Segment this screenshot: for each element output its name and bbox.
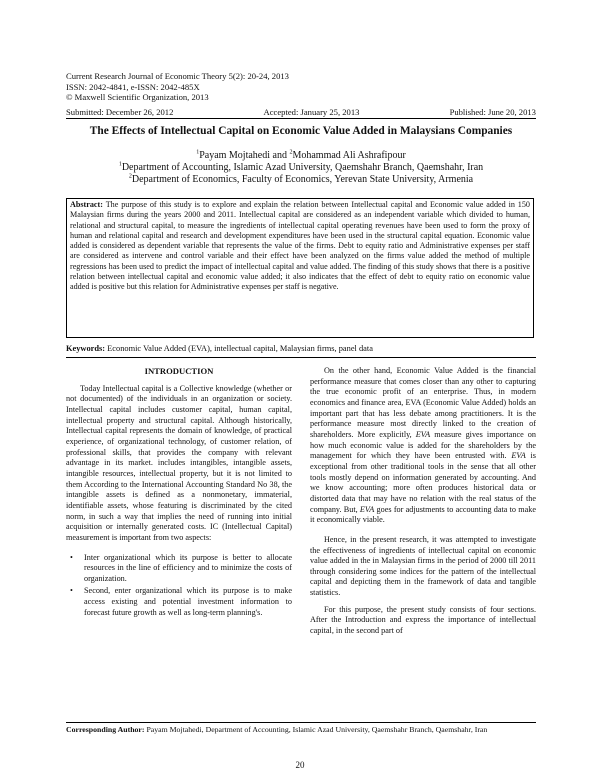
author-names xyxy=(66,150,536,162)
publication-dates xyxy=(66,107,536,117)
journal-info xyxy=(66,71,536,103)
author-2-name: Mohammad Ali Ashrafipour xyxy=(292,150,406,161)
introduction-paragraph: Today Intellectual capital is a Collective knowledge (whether or not documented) of the individuals in an organization or society. Intellectual capital includes customer capital, human capital, intellectual property and structural capital. Although historically, Intellectual capital represents the domain of knowledge, of practical experience, of organizational technology, of customer relation, of professional skills, that provides the company with relevant advantage in its market. includes intangibles, intangible assets, intangible resources, intellectual property, but it is not limited to them According to the International Accounting Standard No 38, the intangible assets is defined as a nonmonetary, immaterial, identifiable assets, whose featuring is discriminated by the cited norm, in such a way that implies the need of running into initial acquisition or internally generated costs. IC (Intellectual Capital) measurement is important from two aspects: xyxy=(66,383,292,542)
affiliation-2 xyxy=(66,174,536,186)
affiliation-1 xyxy=(66,162,536,174)
eva-text-part: On the other hand, Economic Value Added is the financial performance measure that comes closer than any other to capturing the true economic profit of an enterprise. Thus, in modern economics and finance area, EVA (Economic Value Added) holds an important part that has less debate among practitioners. It is the performance measure most directly linked to the creation of shareholders. More explicitly, xyxy=(310,366,536,439)
paragraph-gap xyxy=(66,544,292,553)
eva-paragraph xyxy=(310,366,536,526)
bullet-icon: • xyxy=(70,586,73,596)
structure-paragraph: For this purpose, the present study consists of four sections. After the Introduction and express the importance of intellectual capital, in the second part of xyxy=(310,604,536,636)
abstract-box xyxy=(66,198,534,338)
eva-term: EVA xyxy=(415,429,431,439)
eva-text-part: measure gives importance on how much economic value is added for the shareholders by the management for which they have been entrusted with. xyxy=(310,429,536,461)
eva-text-part: is exceptional from other traditional tools in the sense that all other tools mostly depend on information generated by accounting. And we know accounting; more often produces historical data or distorted data that may have no relation with the real status of the company. But, xyxy=(310,451,536,514)
page-number: 20 xyxy=(295,760,305,770)
bullet-list xyxy=(66,553,292,619)
author-1-name: Payam Mojtahedi and xyxy=(199,150,290,161)
bullet-text: Inter organizational which its purpose is better to allocate resources in the line of efficiency and to minimize the costs of organization. xyxy=(84,552,292,583)
author-block xyxy=(66,150,536,187)
abstract-label: Abstract: xyxy=(70,200,103,209)
author-1-superscript: 1 xyxy=(196,149,200,156)
accepted-date: Accepted: January 25, 2013 xyxy=(263,107,360,117)
section-heading-introduction: INTRODUCTION xyxy=(144,366,214,376)
header-divider xyxy=(66,118,536,119)
bullet-text: Second, enter organizational which its purpose is to make access existing and potential investment information to forecast future growth as well as long-term planning's. xyxy=(84,586,292,617)
paragraph-gap xyxy=(310,526,536,535)
bullet-item xyxy=(66,586,292,618)
affiliation-1-superscript: 1 xyxy=(118,161,122,168)
affiliation-2-text: Department of Economics, Faculty of Economics, Yerevan State University, Armenia xyxy=(131,174,474,186)
keywords-text: Economic Value Added (EVA), intellectual capital, Malaysian firms, panel data xyxy=(107,344,373,353)
bullet-icon: • xyxy=(70,552,73,562)
paper-title: The Effects of Intellectual Capital on Economic Value Added in Malaysians Companies xyxy=(89,125,513,137)
submitted-date: Submitted: December 26, 2012 xyxy=(66,107,174,117)
author-2-superscript: 2 xyxy=(289,149,293,156)
abstract-text: The purpose of this study is to explore and explain the relation between Intellectual capital and Economic value added in 150 Malaysian firms during the years 2000 and 2011. Intellectual capital are considered as an independent variable which divided to human, relational and structural capital, to measure the ingredients of intellectual capital operating revenues have been used to form the proxy of human and relational capital and research and development expenditures have been used in the structural capital equation. Economic value added is considered as dependent variable that represents the value of the firms. Debt to equity ratio and Administrative expenses per staff are considered as intervene and control variable and their effect have been analyzed on the firms value added the method of multiple regressions has been used to predict the impact of intellectual capital and value added. The finding of this study shows that there is a positive relation between intellectual capital and economic value added; it also indicates that the effect of debt to equity ratio on economic value added is positive but this relation for Administrative expenses per staff is negative. xyxy=(70,200,530,291)
affiliation-2-superscript: 2 xyxy=(128,174,132,181)
journal-citation: Current Research Journal of Economic Theory 5(2): 20-24, 2013 xyxy=(66,71,289,81)
affiliation-1-text: Department of Accounting, Islamic Azad University, Qaemshahr Branch, Qaemshahr, Iran xyxy=(121,162,484,174)
left-column xyxy=(66,366,292,620)
right-column xyxy=(310,366,536,637)
keywords-divider xyxy=(66,357,536,358)
copyright-line: © Maxwell Scientific Organization, 2013 xyxy=(66,92,209,103)
keywords-label: Keywords: xyxy=(66,344,106,353)
corresponding-label: Corresponding Author: xyxy=(66,725,145,734)
published-date: Published: June 20, 2013 xyxy=(449,107,536,117)
corresponding-text: Payam Mojtahedi, Department of Accounting, Islamic Azad University, Qaemshahr Branch, Qaemshahr, Iran xyxy=(146,725,488,734)
issn-line: ISSN: 2042-4841, e-ISSN: 2042-485X xyxy=(66,81,200,92)
footer-divider xyxy=(66,722,536,723)
corresponding-author xyxy=(66,725,536,735)
eva-term: EVA xyxy=(359,504,375,514)
bullet-item xyxy=(66,553,292,585)
research-paragraph: Hence, in the present research, it was attempted to investigate the effectiveness of ingredients of intellectual capital on economic value added in the in Malaysian firms in the period of 2000 till 2011 through considering some indices for the pattern of the intellectual capital and depicting them in the framework of data and tangible statistics. xyxy=(310,534,536,598)
keywords-line xyxy=(66,344,536,353)
eva-text-part: goes for adjustments to accounting data to make it economically viable. xyxy=(310,504,536,525)
eva-term: EVA xyxy=(511,451,526,461)
